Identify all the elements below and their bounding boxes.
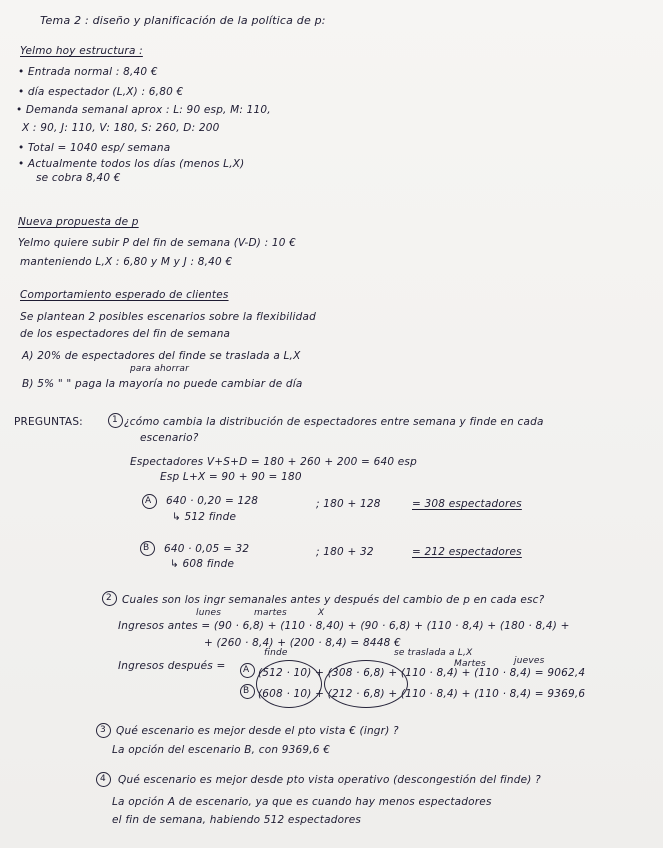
income-finde-note: finde	[264, 648, 288, 658]
current-structure-heading: Yelmo hoy estructura :	[20, 45, 143, 57]
q2-text: Cuales son los ingr semanales antes y después del cambio de p en cada esc?	[122, 594, 545, 606]
scenario-b-finde: ↳ 608 finde	[170, 558, 235, 570]
weekly-demand-detail-line: X : 90, J: 110, V: 180, S: 260, D: 200	[22, 122, 220, 134]
currently-price-line: se cobra 8,40 €	[36, 172, 121, 184]
q1-number: 1	[112, 415, 118, 425]
page-title: Tema 2 : diseño y planificación de la política de p:	[40, 14, 326, 27]
income-martes-note: Martes	[454, 659, 486, 669]
q3-text: Qué escenario es mejor desde el pto vista € (ingr) ?	[116, 725, 399, 737]
proposal-line-2: manteniendo L,X : 6,80 y M y J : 8,40 €	[20, 256, 233, 268]
income-before-line-2: + (260 · 8,4) + (200 · 8,4) = 8448 €	[204, 637, 401, 649]
income-after-b: (608 · 10) + (212 · 6,8) + (110 · 8,4) + (110 · 8,4) = 9369,6	[258, 688, 586, 700]
scenario-a-finde: ↳ 512 finde	[172, 511, 237, 523]
scenario-b-sum: ; 180 + 32	[316, 546, 374, 558]
scenario-a-sum: ; 180 + 128	[316, 498, 381, 510]
q4-text: Qué escenario es mejor desde pto vista operativo (descongestión del finde) ?	[118, 774, 541, 786]
behaviour-line-2: de los espectadores del fin de semana	[20, 328, 231, 340]
scenario-b-line: B) 5% " " paga la mayoría no puede cambiar de día	[22, 378, 303, 390]
income-jueves-note: jueves	[514, 656, 545, 666]
scenario-b-calc: 640 · 0,05 = 32	[164, 543, 250, 555]
income-traslada-note: se traslada a L,X	[394, 648, 473, 658]
q3-answer: La opción del escenario B, con 9369,6 €	[112, 744, 331, 756]
behaviour-heading: Comportamiento esperado de clientes	[20, 289, 229, 301]
weekend-spectators-line: Espectadores V+S+D = 180 + 260 + 200 = 640 esp	[130, 456, 417, 468]
q2-lunes: lunes	[196, 608, 222, 618]
scenario-a-line: A) 20% de espectadores del finde se traslada a L,X	[22, 350, 301, 362]
new-proposal-heading: Nueva propuesta de p	[18, 216, 139, 228]
weekday-spectators-line: Esp L+X = 90 + 90 = 180	[160, 471, 302, 483]
income-after-a: (512 · 10) + (308 · 6,8) + (110 · 8,4) + (110 · 8,4) = 9062,4	[258, 667, 586, 679]
scenario-b-result: = 212 espectadores	[412, 546, 522, 558]
currently-line: • Actualmente todos los días (menos L,X)	[18, 158, 245, 170]
finde-oval	[256, 660, 322, 708]
spectator-day-line: • día espectador (L,X) : 6,80 €	[18, 86, 184, 98]
q1-text-1: ¿cómo cambia la distribución de espectadores entre semana y finde en cada	[124, 416, 544, 428]
q2-martes: martes	[254, 608, 287, 618]
behaviour-line-1: Se plantean 2 posibles escenarios sobre la flexibilidad	[20, 311, 316, 323]
q4-number: 4	[100, 774, 106, 784]
q4-answer-1: La opción A de escenario, ya que es cuando hay menos espectadores	[112, 796, 492, 808]
income-after-a-letter: A	[243, 665, 250, 675]
scenario-a-letter: A	[145, 496, 152, 506]
income-before-line-1: Ingresos antes = (90 · 6,8) + (110 · 8,40) + (90 · 6,8) + (110 · 8,4) + (180 · 8,4) +	[118, 620, 570, 632]
scenario-a-note: para ahorrar	[130, 364, 190, 374]
q2-x: X	[318, 608, 325, 618]
lx-oval	[324, 660, 408, 708]
entry-price-line: • Entrada normal : 8,40 €	[18, 66, 158, 78]
q4-answer-2: el fin de semana, habiendo 512 espectadores	[112, 814, 362, 826]
weekly-demand-line: • Demanda semanal aprox : L: 90 esp, M: 110,	[16, 104, 271, 116]
income-after-b-letter: B	[243, 686, 250, 696]
scenario-b-letter: B	[143, 543, 150, 553]
total-line: • Total = 1040 esp/ semana	[18, 142, 171, 154]
q3-number: 3	[100, 725, 106, 735]
q1-text-2: escenario?	[140, 432, 199, 444]
questions-label: PREGUNTAS:	[14, 416, 83, 428]
q2-number: 2	[106, 593, 112, 603]
proposal-line-1: Yelmo quiere subir P del fin de semana (V-D) : 10 €	[18, 237, 297, 249]
scenario-a-calc: 640 · 0,20 = 128	[166, 495, 259, 507]
income-after-label: Ingresos después =	[118, 660, 226, 672]
scenario-a-result: = 308 espectadores	[412, 498, 522, 510]
